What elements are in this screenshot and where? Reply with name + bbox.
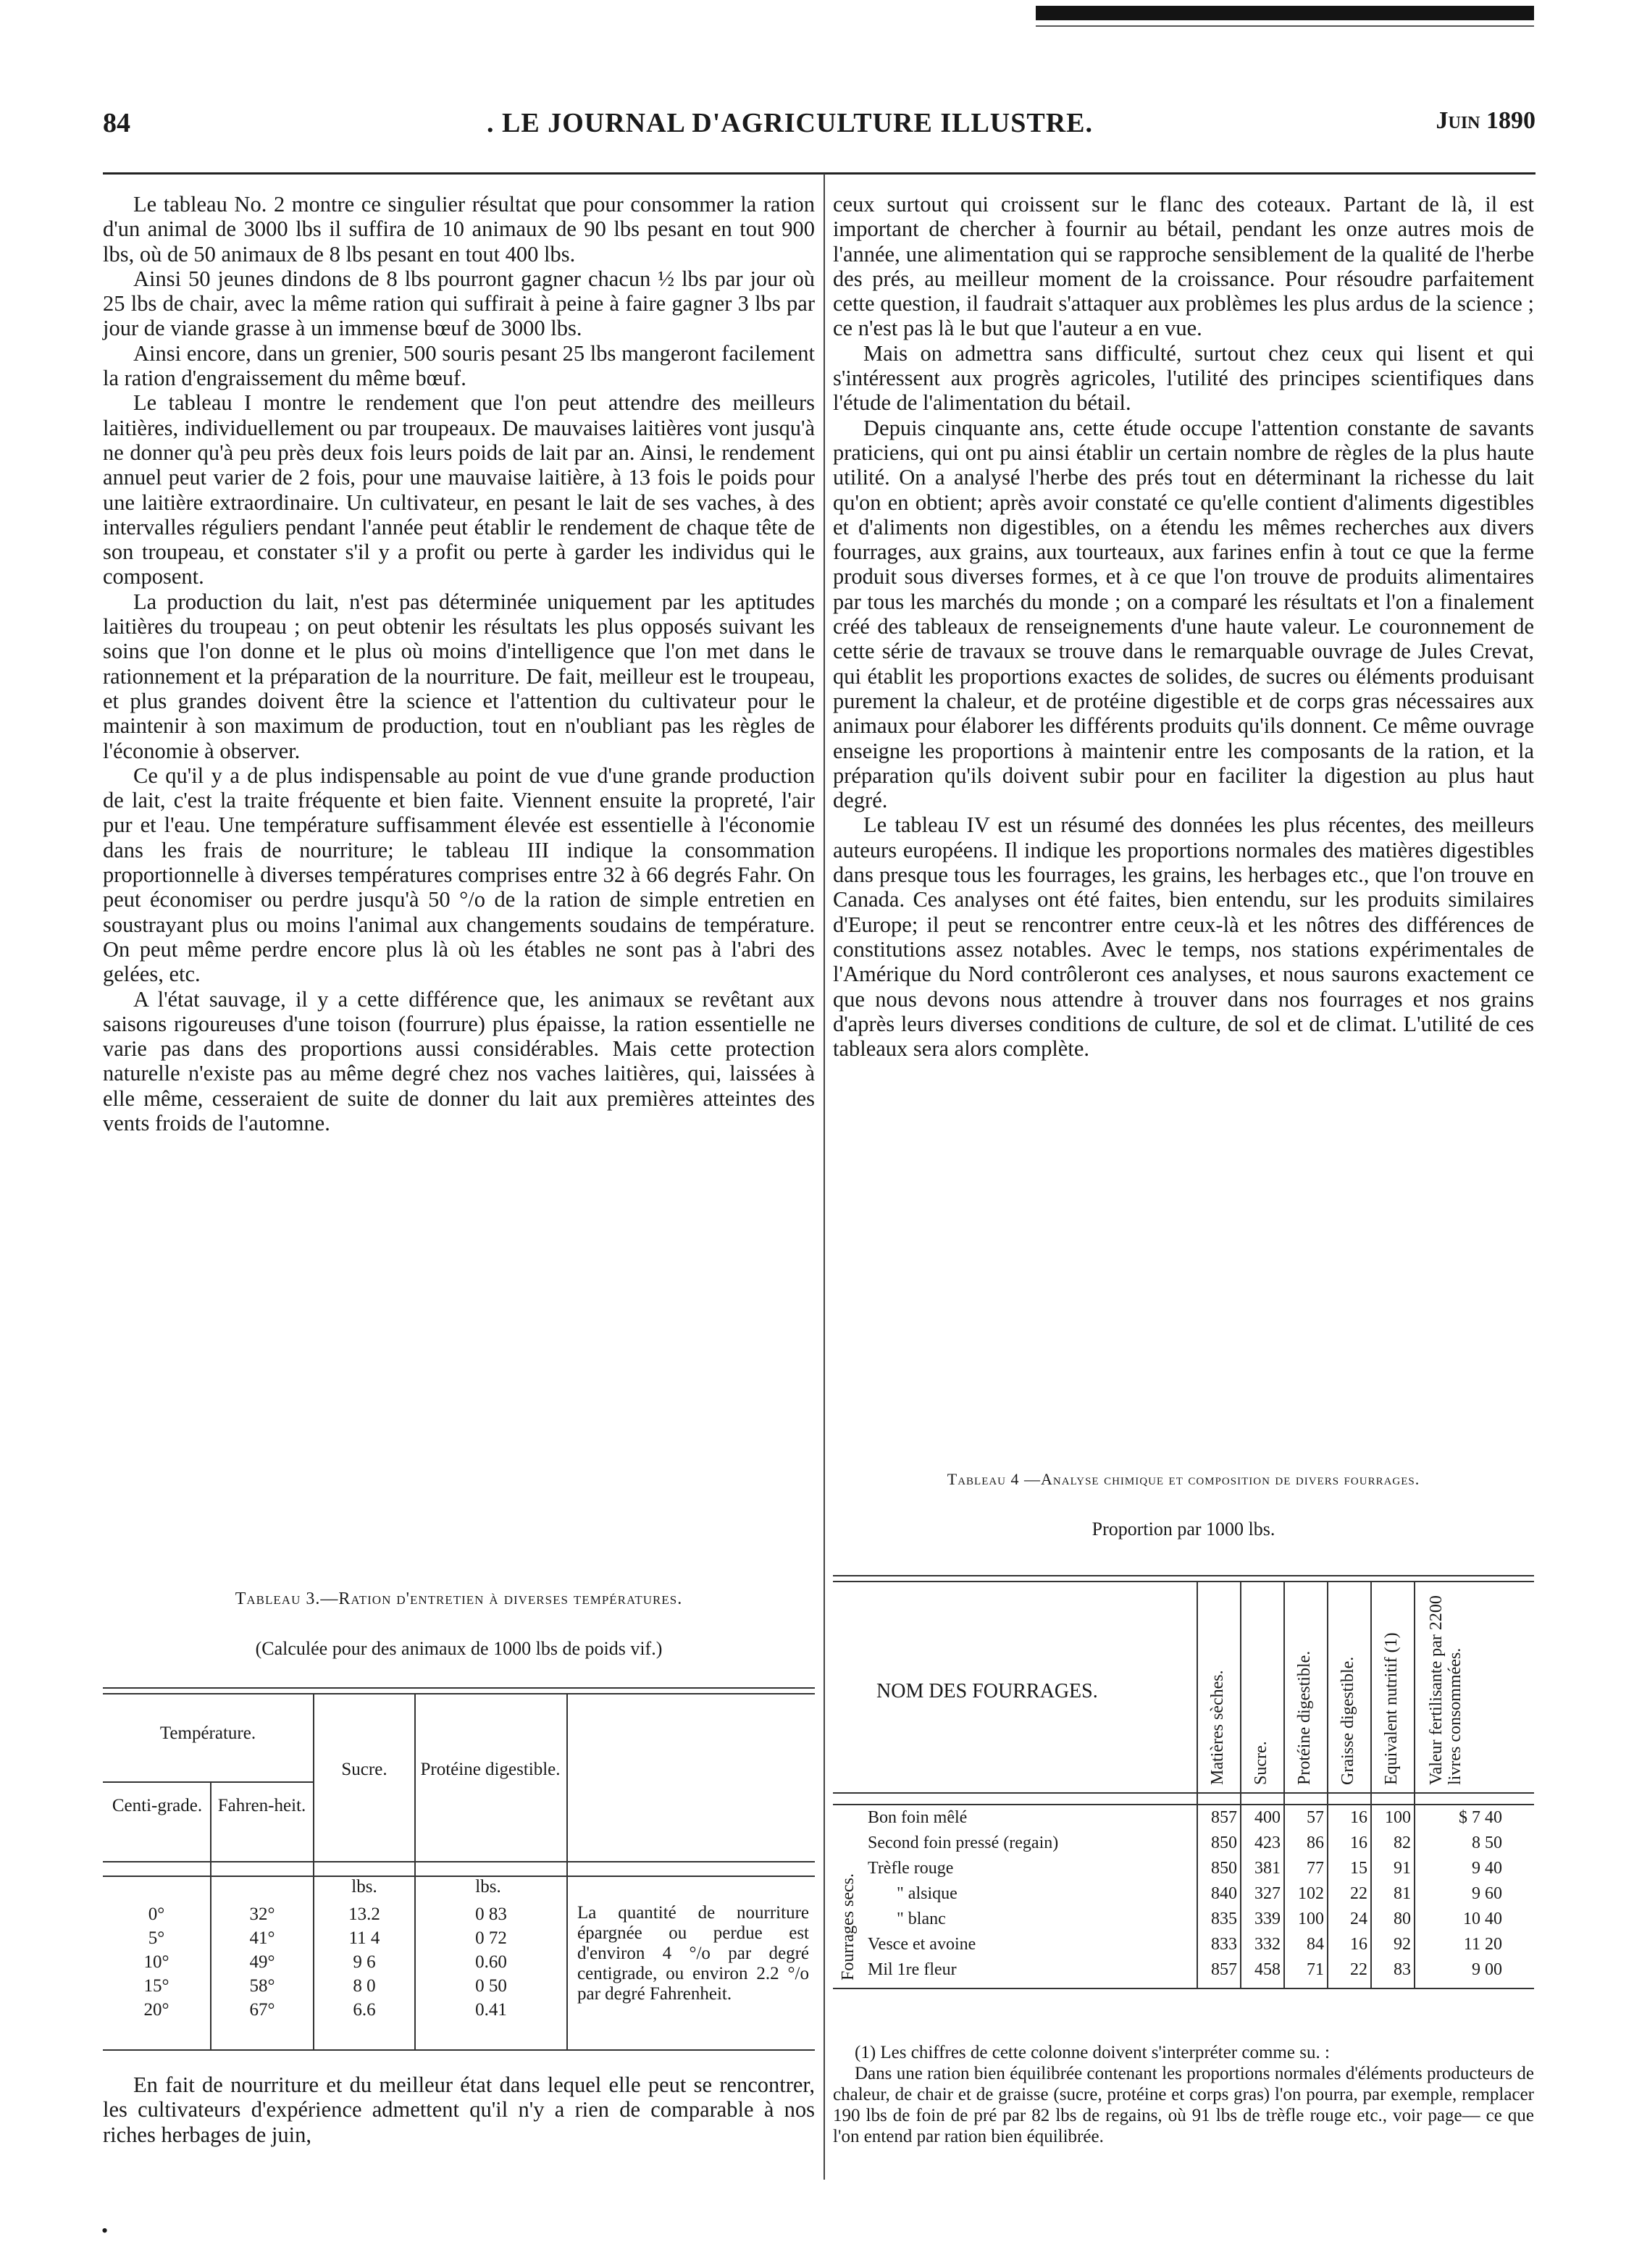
- table4-cell: 102: [1298, 1884, 1324, 1903]
- table3-cell: 10°: [143, 1952, 169, 1972]
- table4-head-col: Protéine digestible.: [1295, 1650, 1314, 1785]
- paragraph: Le tableau IV est un résumé des données les plus récentes, des meilleurs auteurs européens. Il indique les proportions normales des matières digestibles dans presque tous les fourrages, les grains, les herbages etc., que l'on trouve en Canada. Ces analyses ont été faites, bien entendu, sur les produits similaires d'Europe; il peut se rencontrer entre ceux-là et les nôtres des différences de constitutions assez notables. Avec le temps, nos stations expérimentales de l'Amérique du Nord contrôleront ces analyses, et nous saurons exactement ce que nous devons nous attendre à trouver dans nos fourrages et nos grains d'après leurs diverses conditions de culture, de sol et de climat. L'utilité de ces tableaux sera alors complète.: [833, 812, 1534, 1062]
- table4-cell: $ 7 40: [1459, 1808, 1502, 1827]
- table3: [103, 1687, 815, 2049]
- table4: [833, 1575, 1534, 1995]
- paragraph: Ce qu'il y a de plus indispensable au point de vue d'une grande production de lait, c'est la traite fréquente et bien faite. Viennent ensuite la propreté, l'air pur et l'eau. Une température suffisamment élevée est essentielle à l'économie dans les frais de nourriture; le tableau III indique la consommation proportionnelle à diverses températures comprises entre 32 à 66 degrés Fahr. On peut économiser ou perdre jusqu'à 50 °/o de la ration de simple entretien en soustrayant plus ou moins l'animal aux changements soudains de température. On peut même perdre encore plus là où les étables ne sont pas à l'abri des gelées, etc.: [103, 763, 815, 987]
- table4-cell: 11 20: [1463, 1935, 1502, 1954]
- table4-head-name: NOM DES FOURRAGES.: [876, 1680, 1098, 1702]
- table3-head-sucre: Sucre.: [341, 1760, 387, 1779]
- table4-row-name: " blanc: [897, 1910, 946, 1928]
- table4-footnote: [833, 2042, 1534, 2147]
- table4-cell: 9 00: [1472, 1960, 1502, 1979]
- table3-cell: 8 0: [353, 1976, 376, 1996]
- table4-caption: Tableau 4 —Analyse chimique et composition de divers fourrages.: [947, 1470, 1420, 1488]
- table3-cell: 32°: [249, 1904, 275, 1924]
- paragraph: A l'état sauvage, il y a cette différence que, les animaux se revêtant aux saisons rigoureuses d'une toison (fourrure) plus épaisse, la ration essentielle ne varie pas dans des proportions aussi considérables. Mais cette protection naturelle n'existe pas au même degré chez nos vaches laitières, qui, laissées à elle même, cesseraient de suite de donner du lait aux premières atteintes des vents froids de l'automne.: [103, 986, 815, 1135]
- table4-cell: 77: [1307, 1859, 1324, 1878]
- table4-cell: 850: [1211, 1834, 1237, 1852]
- header-rule: [103, 172, 1535, 175]
- table4-row-name: Mil 1re fleur: [868, 1960, 957, 1979]
- column-divider: [824, 174, 825, 2180]
- table4-cell: 83: [1394, 1960, 1411, 1979]
- table3-cell: 0.41: [475, 2000, 507, 2020]
- table4-cell: 57: [1307, 1808, 1324, 1827]
- table4-cell: 82: [1394, 1834, 1411, 1852]
- table4-cell: 16: [1350, 1935, 1367, 1954]
- table3-cell: 41°: [249, 1928, 275, 1948]
- table4-cell: 80: [1394, 1910, 1411, 1928]
- table4-cell: 857: [1211, 1960, 1237, 1979]
- footnote-line: Dans une ration bien équilibrée contenant les proportions normales d'éléments producteurs de chaleur, de chair et de graisse (sucre, protéine et corps gras) l'on pourra, par exemple, remplacer 190 lbs de foin de pré par 82 lbs de regains, où 91 lbs de trèfle rouge etc., voir page— ce que l'on entend par ration bien équilibrée.: [833, 2064, 1534, 2146]
- paragraph: Mais on admettra sans difficulté, surtout chez ceux qui lisent et qui s'intéressent aux progrès agricoles, l'utilité des principes scientifiques dans l'étude de l'alimentation du bétail.: [833, 340, 1534, 416]
- table4-cell: 857: [1211, 1808, 1237, 1827]
- table4-row-name: " alsique: [897, 1884, 958, 1903]
- table4-row-name: Vesce et avoine: [868, 1935, 976, 1954]
- table3-cell: 58°: [249, 1976, 275, 1996]
- table3-cell: 5°: [148, 1928, 165, 1948]
- page-header: [103, 107, 1535, 143]
- table3-cell: 6.6: [353, 2000, 376, 2020]
- table3-head-fahrenheit: Fahren-heit.: [217, 1796, 306, 1815]
- table4-row-name: Bon foin mêlé: [868, 1808, 968, 1827]
- table4-cell: 850: [1211, 1859, 1237, 1878]
- table3-cell: 9 6: [353, 1952, 376, 1972]
- table3-subcaption: (Calculée pour des animaux de 1000 lbs de poids vif.): [255, 1638, 663, 1659]
- table3-cell: 67°: [249, 2000, 275, 2020]
- table4-cell: 8 50: [1472, 1834, 1502, 1852]
- table4-cell: 86: [1307, 1834, 1324, 1852]
- top-decorative-bar: [1036, 6, 1534, 20]
- table4-head-col: Matières sèches.: [1208, 1670, 1227, 1785]
- table4-cell: 91: [1394, 1859, 1411, 1878]
- page-number: 84: [103, 108, 130, 138]
- paragraph: Le tableau I montre le rendement que l'on peut attendre des meilleurs laitières, individuellement ou par troupeaux. De mauvaises laitières vont jusqu'à ne donner qu'à peu près deux fois leurs poids de lait par an. Ainsi, le rendement annuel peut varier de 2 fois, pour une mauvaise laitière, à 13 fois le poids pour une laitière extraordinaire. Un cultivateur, en pesant le lait de ses vaches, à des intervalles réguliers pendant l'année peut établir le rendement de chaque tête de son troupeau, et constater s'il y a profit ou perte à garder les individus qui le composent.: [103, 390, 815, 589]
- table4-cell: 381: [1254, 1859, 1281, 1878]
- paragraph: Le tableau No. 2 montre ce singulier résultat que pour consommer la ration d'un animal de 3000 lbs il suffira de 10 animaux de 90 lbs pesant en tout 900 lbs, où de 50 animaux de 8 lbs pesant en tout 400 lbs.: [103, 192, 815, 266]
- table3-unit-proteine: lbs.: [475, 1877, 501, 1897]
- table4-cell: 833: [1211, 1935, 1237, 1954]
- table4-cell: 327: [1254, 1884, 1281, 1903]
- table4-cell: 458: [1254, 1960, 1281, 1979]
- table4-cell: 16: [1350, 1834, 1367, 1852]
- table4-cell: 16: [1350, 1808, 1367, 1827]
- table4-cell: 22: [1350, 1884, 1367, 1903]
- table4-cell: 339: [1254, 1910, 1281, 1928]
- table4-cell: 332: [1254, 1935, 1281, 1954]
- table3-cell: 0 50: [475, 1976, 507, 1996]
- journal-title: . LE JOURNAL D'AGRICULTURE ILLUSTRE.: [487, 108, 1094, 138]
- table3-cell: 13.2: [348, 1904, 380, 1924]
- table3-head-centigrade: Centi-grade.: [112, 1796, 203, 1815]
- table3-caption: Tableau 3.—Ration d'entretien à diverses températures.: [235, 1589, 683, 1608]
- table4-cell: 100: [1385, 1808, 1411, 1827]
- left-column: [103, 192, 815, 1135]
- table3-cell: 0 83: [475, 1904, 507, 1924]
- table4-head-col: Valeur fertilisante par 2200 livres consommées.: [1427, 1595, 1465, 1785]
- paragraph: Depuis cinquante ans, cette étude occupe l'attention constante de savants praticiens, qui ont pu ainsi établir un certain nombre de règles de la plus haute utilité. On a analysé l'herbe des prés tout en déterminant la richesse du lait qu'on en obtient; après avoir constaté ce qu'elle contient d'aliments digestibles et d'aliments non digestibles, on a étendu les mêmes recherches aux divers fourrages, aux grains, aux tourteaux, aux farines enfin à tout ce que la ferme produit sous diverses formes, et à ce que l'on trouve de produits alimentaires par tous les marchés du monde ; on a comparé les résultats et l'on a finalement créé des tableaux de renseignements d'une haute valeur. Le couronnement de cette série de travaux se trouve dans le remarquable ouvrage de Jules Crevat, qui établit les proportions exactes de solides, de sucres ou éléments produisant purement la chaleur, et de protéine digestible et de corps gras nécessaires aux animaux pour élaborer les différents produits qu'ils donnent. Ce même ouvrage enseigne les proportions à maintenir entre les composants de la ration, et la préparation qu'ils doivent subir pour en faciliter la digestion au plus haut degré.: [833, 415, 1534, 813]
- paragraph: La production du lait, n'est pas déterminée uniquement par les aptitudes laitières du troupeau ; on peut obtenir les résultats les plus opposés suivant les soins que l'on donne et le plus où moins d'intelligence que l'on met dans le rationnement et la préparation de la nourriture. De fait, meilleur est le troupeau, et plus grandes doivent être la science et l'attention du cultivateur pour le maintenir à son maximum de production, tout en n'oubliant pas les règles de l'économie à observer.: [103, 589, 815, 763]
- top-decorative-line: [1036, 25, 1534, 27]
- paragraph: En fait de nourriture et du meilleur état dans lequel elle peut se rencontrer, les cultivateurs d'expérience admettent qu'il n'y a rien de comparable à nos riches herbages de juin,: [103, 2072, 815, 2147]
- table3-cell: 15°: [143, 1976, 169, 1996]
- paragraph: ceux surtout qui croissent sur le flanc des coteaux. Partant de là, il est important de chercher à fournir au bétail, pendant les onze autres mois de l'année, une alimentation qui se rapproche sensiblement de la qualité de l'herbe des prés, au meilleur moment de la croissance. Pour résoudre parfaitement cette question, il faudrait s'attaquer aux problèmes les plus ardus de la science ; ce n'est pas là le but que l'auteur a en vue.: [833, 192, 1534, 341]
- table4-cell: 15: [1350, 1859, 1367, 1878]
- table4-cell: 24: [1350, 1910, 1367, 1928]
- table4-cell: 9 60: [1472, 1884, 1502, 1903]
- table3-head-proteine: Protéine digestible.: [420, 1760, 561, 1779]
- table3-note: La quantité de nourriture épargnée ou perdue est d'environ 4 °/o par degré centigrade, ou environ 2.2 °/o par degré Fahrenheit.: [577, 1903, 809, 2004]
- table3-unit-sucre: lbs.: [351, 1877, 377, 1897]
- left-bottom-text: [103, 2072, 815, 2147]
- table3-cell: 20°: [143, 2000, 169, 2020]
- table3-head-temperature: Température.: [159, 1723, 256, 1743]
- table4-cell: 835: [1211, 1910, 1237, 1928]
- table4-cell: 400: [1254, 1808, 1281, 1827]
- right-column: [833, 192, 1534, 1061]
- table3-cell: 0.60: [475, 1952, 507, 1972]
- issue-date: Juin 1890: [1436, 107, 1535, 134]
- table4-cell: 71: [1307, 1960, 1324, 1979]
- paragraph: Ainsi encore, dans un grenier, 500 souris pesant 25 lbs mangeront facilement la ration d'engraissement du même bœuf.: [103, 340, 815, 391]
- table4-row-name: Second foin pressé (regain): [868, 1834, 1059, 1852]
- table4-head-col: Equivalent nutritif (1): [1382, 1632, 1401, 1785]
- table4-cell: 81: [1394, 1884, 1411, 1903]
- table4-cell: 92: [1394, 1935, 1411, 1954]
- table3-cell: 0°: [148, 1904, 165, 1924]
- table4-cell: 840: [1211, 1884, 1237, 1903]
- stray-mark: •: [101, 2220, 109, 2241]
- table3-cell: 49°: [249, 1952, 275, 1972]
- table3-cell: 0 72: [475, 1928, 507, 1948]
- table4-head-col: Graisse digestible.: [1338, 1656, 1357, 1785]
- table4-cell: 100: [1298, 1910, 1324, 1928]
- table3-cell: 11 4: [348, 1928, 380, 1948]
- footnote-line: (1) Les chiffres de cette colonne doivent s'interpréter comme su. :: [855, 2043, 1330, 2062]
- table4-row-name: Trèfle rouge: [868, 1859, 954, 1878]
- paragraph: Ainsi 50 jeunes dindons de 8 lbs pourront gagner chacun ½ lbs par jour où 25 lbs de chair, avec la même ration qui suffirait à peine à faire gagner 3 lbs par jour de viande grasse à un immense bœuf de 3000 lbs.: [103, 266, 815, 341]
- table4-cell: 423: [1254, 1834, 1281, 1852]
- table4-cell: 10 40: [1463, 1910, 1502, 1928]
- table4-head-col: Sucre.: [1252, 1741, 1270, 1785]
- table4-cell: 9 40: [1472, 1859, 1502, 1878]
- table4-group-label: Fourrages secs.: [839, 1873, 858, 1981]
- table4-cell: 22: [1350, 1960, 1367, 1979]
- table4-cell: 84: [1307, 1935, 1324, 1954]
- table4-subcaption: Proportion par 1000 lbs.: [1092, 1519, 1275, 1540]
